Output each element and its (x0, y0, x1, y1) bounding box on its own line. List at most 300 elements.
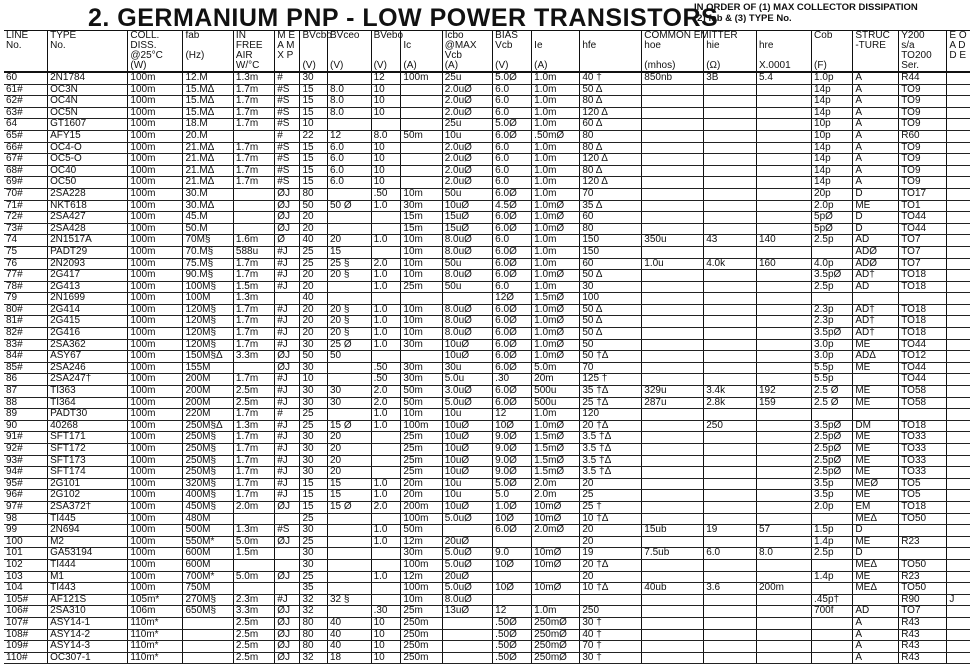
table-cell: 50 †Δ (580, 351, 642, 363)
table-cell (704, 536, 757, 548)
table-cell: 10Ø (493, 420, 532, 432)
table-cell (327, 362, 371, 374)
table-cell: 10 (371, 84, 401, 96)
table-cell: 30 (300, 72, 328, 84)
table-cell: 1.0 (371, 420, 401, 432)
table-cell: 120 Δ (580, 177, 642, 189)
table-cell: SFT172 (48, 444, 128, 456)
table-cell: 2.0 (371, 258, 401, 270)
table-cell (493, 571, 532, 583)
table-cell: 6.0Ø (493, 304, 532, 316)
table-cell: 7.5ub (642, 548, 704, 560)
header-cell: hie (704, 41, 757, 51)
table-cell (947, 444, 970, 456)
table-cell (401, 351, 442, 363)
table-cell: DM (853, 420, 899, 432)
table-cell: 1.3m (233, 420, 274, 432)
table-cell: TO7 (899, 606, 947, 618)
table-cell: ØJ (275, 606, 300, 618)
table-cell: 70M§ (183, 235, 233, 247)
table-cell: 20 (580, 478, 642, 490)
table-cell: 250mØ (532, 629, 580, 641)
table-cell: 20 (300, 328, 328, 340)
table-cell: AD (853, 606, 899, 618)
table-cell: 6.0 (327, 177, 371, 189)
table-cell (947, 107, 970, 119)
table-cell (947, 246, 970, 258)
table-cell: ME (853, 362, 899, 374)
table-cell: 10uØ (442, 200, 492, 212)
table-cell: 12m (401, 536, 442, 548)
table-cell: 1.7m (233, 374, 274, 386)
table-row (4, 281, 970, 293)
table-cell (371, 583, 401, 595)
table-cell: 1.5p (812, 525, 853, 537)
table-cell: 120M§ (183, 339, 233, 351)
table-cell: TO33 (899, 444, 947, 456)
table-cell: TO44 (899, 362, 947, 374)
table-cell (704, 490, 757, 502)
table-cell (756, 212, 811, 224)
table-cell: 15 (300, 177, 328, 189)
table-cell: 5.5p (812, 374, 853, 386)
table-cell (642, 559, 704, 571)
table-cell (947, 397, 970, 409)
table-cell (947, 235, 970, 247)
table-cell: 30 (300, 339, 328, 351)
table-cell: M2 (48, 536, 128, 548)
table-cell: 20 (327, 455, 371, 467)
table-cell: 250M§ (183, 444, 233, 456)
table-cell: 15ub (642, 525, 704, 537)
table-cell: 10m (401, 235, 442, 247)
table-cell: 107# (4, 617, 48, 629)
table-cell: R90 (899, 594, 947, 606)
table-cell: 10 (371, 617, 401, 629)
table-cell (642, 304, 704, 316)
table-cell (532, 571, 580, 583)
header-cell: LINE (4, 31, 48, 42)
table-cell: TO18 (899, 316, 947, 328)
table-cell: 8.0 (756, 548, 811, 560)
header-cell: W/°C (233, 61, 274, 72)
table-cell: #J (275, 374, 300, 386)
table-cell: 15 (300, 501, 328, 513)
table-cell: 30 (300, 548, 328, 560)
table-cell (756, 490, 811, 502)
table-cell: 79 (4, 293, 48, 305)
table-cell: 2.0uØ (442, 107, 492, 119)
table-cell: 80 Δ (580, 165, 642, 177)
table-cell (642, 142, 704, 154)
table-cell: 2N1784 (48, 72, 128, 84)
table-cell: 15m (401, 212, 442, 224)
table-cell (642, 177, 704, 189)
table-cell: 100m (128, 119, 183, 131)
table-cell: 10m (401, 246, 442, 258)
table-cell: 1.7m (233, 119, 274, 131)
table-cell: 20m (401, 490, 442, 502)
table-row (4, 304, 970, 316)
table-cell: 2.0m (532, 490, 580, 502)
table-cell: 1.0p (812, 72, 853, 84)
table-cell (442, 629, 492, 641)
table-cell: 100m (128, 525, 183, 537)
table-cell: 320M§ (183, 478, 233, 490)
table-cell (493, 536, 532, 548)
header-row (4, 61, 970, 72)
table-cell: 3.5 †Δ (580, 432, 642, 444)
table-cell: 120M§ (183, 316, 233, 328)
table-cell: TO1 (899, 200, 947, 212)
table-cell (642, 467, 704, 479)
table-cell: 30m (401, 362, 442, 374)
table-cell (401, 177, 442, 189)
table-cell (947, 525, 970, 537)
table-cell (947, 409, 970, 421)
table-cell: NKT618 (48, 200, 128, 212)
table-row (4, 571, 970, 583)
header-cell (4, 51, 48, 61)
table-cell: 100m (128, 478, 183, 490)
table-cell (756, 304, 811, 316)
table-cell: TO18 (899, 281, 947, 293)
table-cell: A (853, 96, 899, 108)
table-cell: 1.7m (233, 339, 274, 351)
table-cell: ØJ (275, 212, 300, 224)
table-cell: 350u (642, 235, 704, 247)
table-cell (642, 432, 704, 444)
table-cell: 1.3m (233, 525, 274, 537)
table-cell: .50Ø (493, 652, 532, 664)
table-cell: 1.0m (532, 96, 580, 108)
table-cell: 14p (812, 142, 853, 154)
table-row (4, 177, 970, 189)
table-cell: 12 (493, 606, 532, 618)
table-cell (704, 223, 757, 235)
header-cell: BVebo (371, 31, 401, 42)
table-cell: 5.0uØ (442, 513, 492, 525)
table-row (4, 548, 970, 560)
table-cell: 200M (183, 386, 233, 398)
table-cell: 80 (300, 617, 328, 629)
table-cell: 250 (704, 420, 757, 432)
table-cell (371, 513, 401, 525)
table-cell: 85# (4, 362, 48, 374)
table-cell: 60 (580, 212, 642, 224)
table-cell: ØJ (275, 188, 300, 200)
table-cell: 1.5mØ (532, 432, 580, 444)
table-cell: 30m (401, 339, 442, 351)
table-cell: 3.0p (812, 339, 853, 351)
table-cell (442, 641, 492, 653)
table-cell (947, 513, 970, 525)
table-row (4, 165, 970, 177)
table-cell: 25 (300, 409, 328, 421)
table-cell: 5.0m (532, 362, 580, 374)
table-cell: 92# (4, 444, 48, 456)
table-cell: 30 (300, 455, 328, 467)
table-cell: 64 (4, 119, 48, 131)
table-cell: 700M* (183, 571, 233, 583)
table-cell: 104 (4, 583, 48, 595)
table-cell (704, 119, 757, 131)
table-cell: 50m (401, 397, 442, 409)
table-cell (756, 270, 811, 282)
table-cell (642, 96, 704, 108)
table-cell (947, 84, 970, 96)
table-cell: 70.M§ (183, 246, 233, 258)
header-cell (48, 61, 128, 72)
table-cell: 2.3m (233, 594, 274, 606)
table-cell: 2SA428 (48, 223, 128, 235)
table-cell: 6.0Ø (493, 212, 532, 224)
table-cell: 82# (4, 328, 48, 340)
header-cell: Ic (401, 41, 442, 51)
table-cell: 2.0uØ (442, 84, 492, 96)
table-cell: 480M (183, 513, 233, 525)
table-cell: 6.0 (327, 154, 371, 166)
table-cell: A (853, 629, 899, 641)
table-cell (327, 583, 371, 595)
table-cell (947, 165, 970, 177)
table-cell: 6.0Ø (493, 362, 532, 374)
table-cell (756, 328, 811, 340)
table-cell: 250 (580, 606, 642, 618)
table-cell: 100m (128, 258, 183, 270)
table-cell: 20 (580, 571, 642, 583)
table-cell (233, 223, 274, 235)
table-cell: AD† (853, 316, 899, 328)
table-cell (899, 293, 947, 305)
table-cell: #S (275, 165, 300, 177)
table-cell: #J (275, 386, 300, 398)
table-cell: 1.7m (233, 455, 274, 467)
table-cell: 1.0 (371, 200, 401, 212)
table-cell (371, 293, 401, 305)
table-cell (853, 594, 899, 606)
table-cell: 2N694 (48, 525, 128, 537)
table-cell: 10uØ (442, 420, 492, 432)
table-cell (642, 339, 704, 351)
table-cell: 50m (401, 130, 442, 142)
table-cell: 60 (4, 72, 48, 84)
table-cell: 30 (300, 432, 328, 444)
table-cell: 10Ø (493, 513, 532, 525)
table-cell: 100m (128, 200, 183, 212)
table-cell: 10 (371, 96, 401, 108)
table-cell: 2.0uØ (442, 165, 492, 177)
header-cell: (Hz) (183, 51, 233, 61)
table-cell: 2G417 (48, 270, 128, 282)
table-cell (327, 281, 371, 293)
table-cell (756, 84, 811, 96)
header-cell: hoe (642, 41, 704, 51)
table-cell: TO18 (899, 501, 947, 513)
table-cell: 100m (401, 559, 442, 571)
table-cell: #J (275, 467, 300, 479)
table-cell (704, 629, 757, 641)
table-cell: 40 (327, 617, 371, 629)
table-cell: TO5 (899, 478, 947, 490)
table-cell (704, 467, 757, 479)
table-cell: 1.5mØ (532, 444, 580, 456)
table-cell: 287u (642, 397, 704, 409)
table-cell: 400M§ (183, 490, 233, 502)
table-row (4, 513, 970, 525)
table-cell (704, 374, 757, 386)
table-cell: 10m (401, 316, 442, 328)
table-cell: TO9 (899, 96, 947, 108)
header-cell: Vcb (493, 41, 532, 51)
table-cell: 63# (4, 107, 48, 119)
table-cell: 2.5p (812, 548, 853, 560)
table-cell: 40268 (48, 420, 128, 432)
table-cell: 15 (327, 246, 371, 258)
table-cell: 35 †Δ (580, 386, 642, 398)
table-cell: 10p (812, 130, 853, 142)
table-cell (947, 420, 970, 432)
table-cell: OC3N (48, 84, 128, 96)
table-cell: 100m (128, 432, 183, 444)
table-cell: 6.0 (704, 548, 757, 560)
table-cell: 6.0Ø (493, 351, 532, 363)
table-cell: PADT30 (48, 409, 128, 421)
table-cell: R23 (899, 571, 947, 583)
table-cell: 20uØ (442, 536, 492, 548)
table-row (4, 107, 970, 119)
table-cell: TO9 (899, 177, 947, 189)
table-cell (756, 130, 811, 142)
table-cell (401, 107, 442, 119)
table-cell: 1.0 (371, 536, 401, 548)
table-cell (642, 362, 704, 374)
table-cell: 60 Δ (580, 119, 642, 131)
table-cell: MEΔ (853, 513, 899, 525)
table-cell: 2G416 (48, 328, 128, 340)
table-cell: 250M§ (183, 432, 233, 444)
table-cell: 80# (4, 304, 48, 316)
table-cell: 200m (756, 583, 811, 595)
table-cell: .30 (371, 606, 401, 618)
table-cell: 3.5p (812, 490, 853, 502)
table-cell: 1.7m (233, 165, 274, 177)
header-cell: COLL. (128, 31, 183, 42)
table-cell: 1.0mØ (532, 200, 580, 212)
table-cell: D (853, 212, 899, 224)
table-cell: 100 (4, 536, 48, 548)
table-cell: 25m (401, 281, 442, 293)
table-cell: 6.0 (493, 84, 532, 96)
table-cell: 3.5pØ (812, 328, 853, 340)
table-cell: SFT174 (48, 467, 128, 479)
table-cell: 155M (183, 362, 233, 374)
table-cell: GT1607 (48, 119, 128, 131)
header-cell: D E (949, 50, 967, 61)
header-cell: TYPE (48, 31, 128, 42)
table-cell (704, 571, 757, 583)
table-cell: 20 †Δ (580, 559, 642, 571)
table-cell: 1.0m (532, 258, 580, 270)
table-cell: 50 (300, 351, 328, 363)
table-cell (183, 641, 233, 653)
table-cell: # (275, 409, 300, 421)
table-cell (853, 409, 899, 421)
table-cell (704, 617, 757, 629)
table-cell: 2.3p (812, 304, 853, 316)
table-cell: 6.0Ø (493, 223, 532, 235)
table-cell (756, 165, 811, 177)
table-cell: 15 (300, 96, 328, 108)
table-cell (442, 652, 492, 664)
table-cell: 50u (442, 258, 492, 270)
table-cell (642, 165, 704, 177)
table-cell (642, 617, 704, 629)
table-cell: OC4-O (48, 142, 128, 154)
table-cell (183, 617, 233, 629)
table-cell: ØJ (275, 223, 300, 235)
table-cell: 3.3m (233, 606, 274, 618)
table-cell: 25u (442, 72, 492, 84)
table-cell: ME (853, 455, 899, 467)
table-cell (704, 142, 757, 154)
table-cell (401, 293, 442, 305)
table-cell: 10 (371, 154, 401, 166)
table-cell (233, 212, 274, 224)
table-cell: 72# (4, 212, 48, 224)
table-cell (899, 548, 947, 560)
table-cell (275, 583, 300, 595)
table-cell: TO7 (899, 258, 947, 270)
table-cell: 106# (4, 606, 48, 618)
table-cell: # (275, 72, 300, 84)
table-cell: 90 (4, 420, 48, 432)
table-cell (401, 119, 442, 131)
table-cell (401, 154, 442, 166)
table-cell: TO7 (899, 235, 947, 247)
sort-order-line-2: (2) fab & (3) TYPE No. (694, 13, 792, 24)
table-cell: 50.M (183, 223, 233, 235)
table-row (4, 617, 970, 629)
table-row (4, 386, 970, 398)
table-row (4, 559, 970, 571)
table-cell: 80 (300, 629, 328, 641)
table-cell (947, 96, 970, 108)
table-cell: 3.5 †Δ (580, 455, 642, 467)
table-cell: ME (853, 200, 899, 212)
header-cell: Ie (532, 41, 580, 51)
table-cell: 100m (128, 536, 183, 548)
table-cell (947, 652, 970, 664)
table-cell (704, 293, 757, 305)
table-cell: 5.0m (233, 536, 274, 548)
table-cell: 8.0uØ (442, 270, 492, 282)
table-cell: A (853, 130, 899, 142)
header-cell: X.0001 (756, 61, 811, 72)
table-cell: 1.7m (233, 409, 274, 421)
table-cell: 10 (371, 107, 401, 119)
table-cell (704, 478, 757, 490)
table-cell: 120M§ (183, 304, 233, 316)
table-cell (756, 223, 811, 235)
table-cell: 10u (442, 130, 492, 142)
table-cell: 100m (128, 362, 183, 374)
table-cell: 700f (812, 606, 853, 618)
table-cell (756, 444, 811, 456)
table-cell: R44 (899, 72, 947, 84)
table-cell: OC4N (48, 96, 128, 108)
table-cell: 110m* (128, 617, 183, 629)
